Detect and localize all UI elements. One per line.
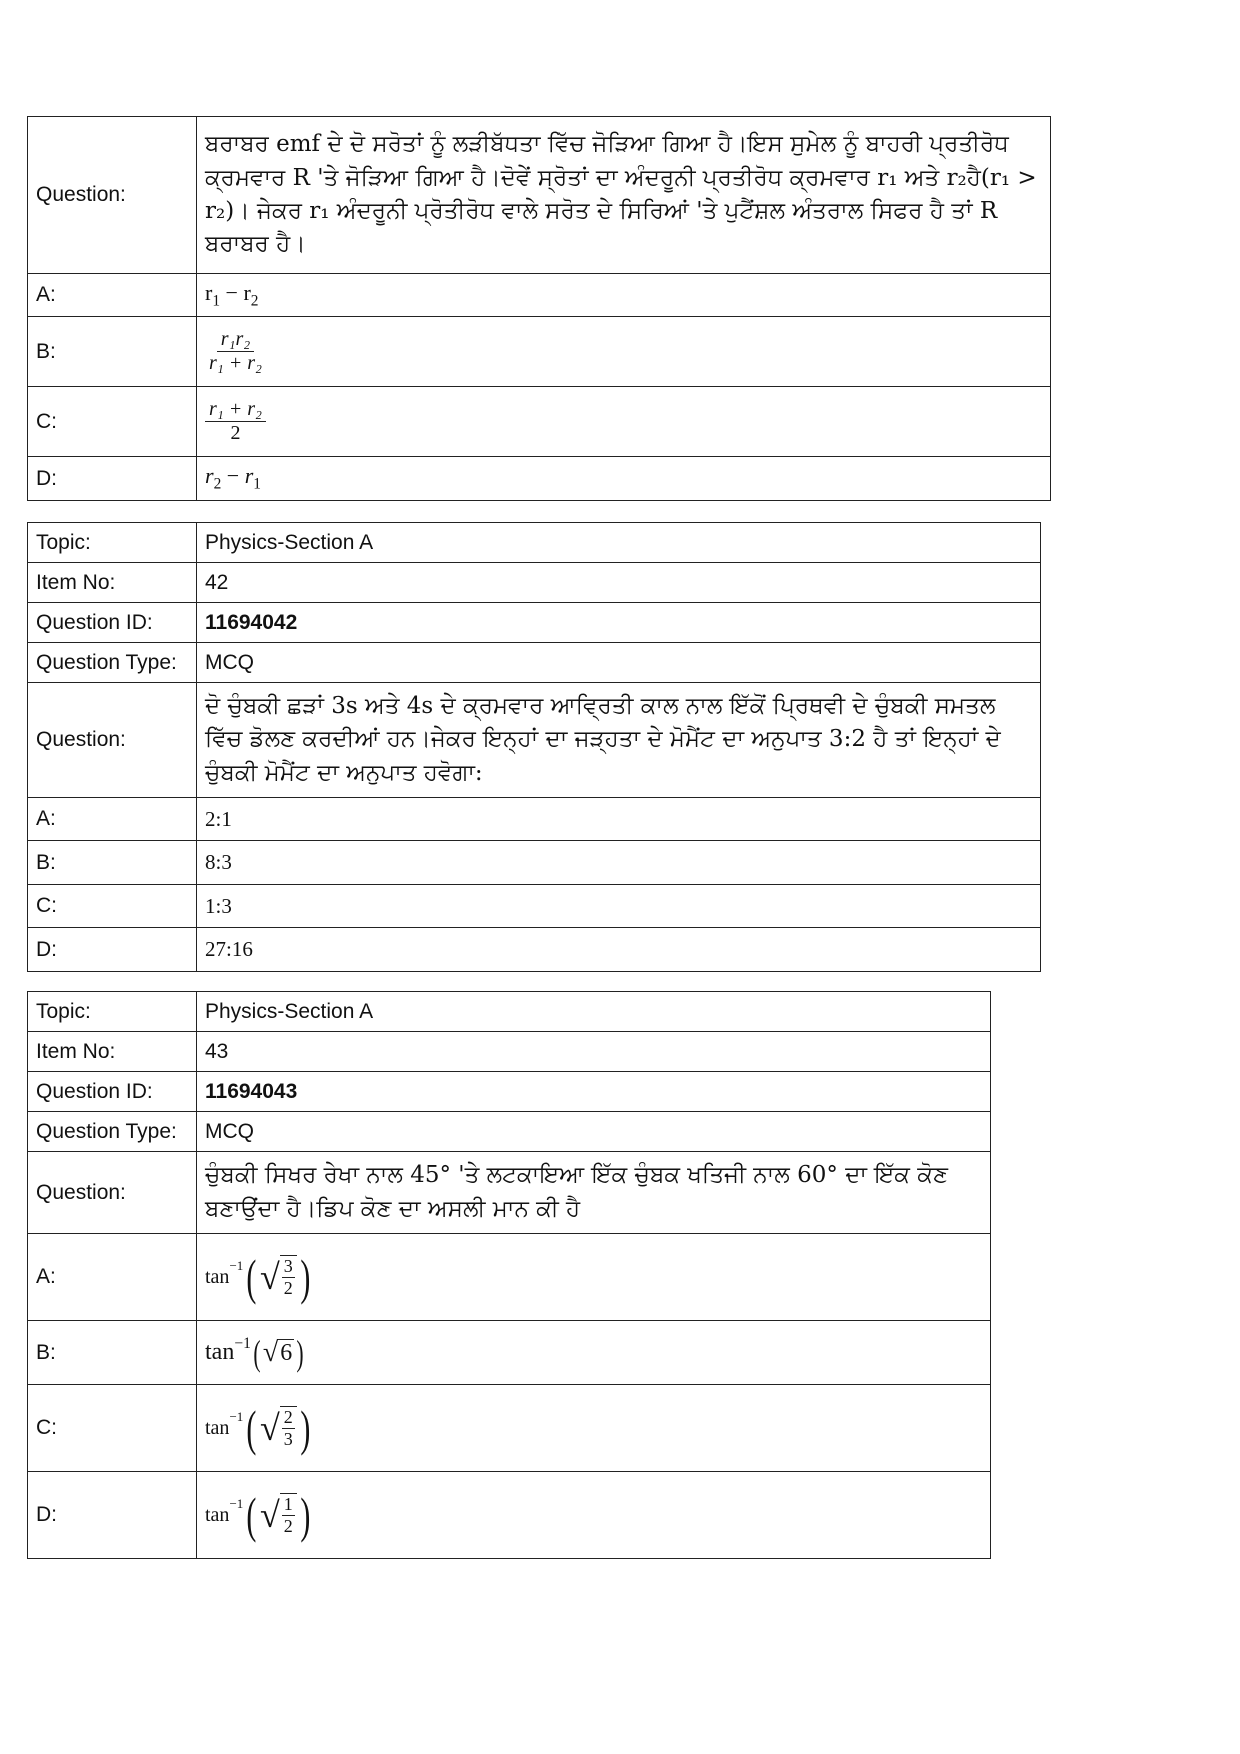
- question-label: Question:: [28, 683, 197, 798]
- option-c-value: [197, 387, 1051, 457]
- option-a-label: A:: [28, 1234, 197, 1321]
- question-42-table: [27, 522, 1041, 972]
- option-a-value: tan $^{-1}$ ( √ 3 2 ): [197, 1234, 991, 1321]
- option-a-label: A:: [28, 798, 197, 841]
- item-no-label: Item No:: [28, 563, 197, 603]
- topic-label: Topic:: [28, 523, 197, 563]
- option-c-value: 1:3: [197, 884, 1041, 927]
- option-c-label: C:: [28, 387, 197, 457]
- question-type-value: MCQ: [197, 1112, 991, 1152]
- option-a-label: A:: [28, 274, 197, 317]
- option-d-label: D:: [28, 1472, 197, 1559]
- item-no-value: 42: [197, 563, 1041, 603]
- option-b-value: 8:3: [197, 841, 1041, 884]
- option-d-label: D:: [28, 928, 197, 971]
- question-id-value: 11694042: [197, 603, 1041, 643]
- option-b-label: B:: [28, 841, 197, 884]
- option-b-label: B:: [28, 1321, 197, 1385]
- topic-value: Physics-Section A: [197, 523, 1041, 563]
- question-type-value: MCQ: [197, 643, 1041, 683]
- question-41-table: [27, 116, 1051, 501]
- question-text: ਚੁੰਬਕੀ ਸਿਖਰ ਰੇਖਾ ਨਾਲ 45° 'ਤੇ ਲਟਕਾਇਆ ਇੱਕ ਚੁੰਬਕ ਖਤਿਜੀ ਨਾਲ 60° ਦਾ ਇੱਕ ਕੋਣ ਬਣਾਉਂਦਾ ਹੈ।ਡਿਪ ਕੋਣ ਦਾ ਅਸਲੀ ਮਾਨ ਕੀ ਹੈ: [197, 1152, 991, 1234]
- topic-value: Physics-Section A: [197, 992, 991, 1032]
- question-label: Question:: [28, 1152, 197, 1234]
- fraction: $\frac{\text{r₁r₂}}{\text{r₁ + r₂}}$: [209, 328, 262, 375]
- question-type-label: Question Type:: [28, 1112, 197, 1152]
- fraction: $\frac{\text{r₁ + r₂}}{2}$: [205, 398, 266, 445]
- topic-label: Topic:: [28, 992, 197, 1032]
- question-text: ਬਰਾਬਰ emf ਦੇ ਦੋ ਸਰੋਤਾਂ ਨੂੰ ਲੜੀਬੱਧਤਾ ਵਿੱਚ ਜੋੜਿਆ ਗਿਆ ਹੈ।ਇਸ ਸੁਮੇਲ ਨੂੰ ਬਾਹਰੀ ਪ੍ਰਤੀਰੋਧ ਕ੍ਰਮਵਾਰ R 'ਤੇ ਜੋੜਿਆ ਗਿਆ ਹੈ।ਦੋਵੇਂ ਸ੍ਰੋਤਾਂ ਦਾ ਅੰਦਰੂਨੀ ਪ੍ਰਤੀਰੋਧ ਕ੍ਰਮਵਾਰ r₁ ਅਤੇ r₂ਹੈ(r₁ > r₂)। ਜੇਕਰ r₁ ਅੰਦਰੂਨੀ ਪ੍ਰੋਤੀਰੋਧ ਵਾਲੇ ਸਰੋਤ ਦੇ ਸਿਰਿਆਂ 'ਤੇ ਪੁਟੈਂਸ਼ਲ ਅੰਤਰਾਲ ਸਿਫਰ ਹੈ ਤਾਂ R ਬਰਾਬਰ ਹੈ।: [197, 117, 1051, 274]
- question-type-label: Question Type:: [28, 643, 197, 683]
- item-no-value: 43: [197, 1032, 991, 1072]
- question-id-label: Question ID:: [28, 1072, 197, 1112]
- question-label: Question:: [28, 117, 197, 274]
- option-c-value: tan $^{-1}$ ( √ 2 3 ): [197, 1385, 991, 1472]
- item-no-label: Item No:: [28, 1032, 197, 1072]
- option-a-value: $r_1 - r_2$: [197, 274, 1051, 317]
- option-b-label: B:: [28, 317, 197, 387]
- option-a-value: 2:1: [197, 798, 1041, 841]
- question-43-table: [27, 991, 991, 1559]
- option-d-label: D:: [28, 457, 197, 500]
- option-b-value: tan $^{-1}$ ( √ 6 ): [197, 1321, 991, 1385]
- option-c-label: C:: [28, 884, 197, 927]
- option-d-value: tan $^{-1}$ ( √ 1 2 ): [197, 1472, 991, 1559]
- question-id-label: Question ID:: [28, 603, 197, 643]
- question-text: ਦੋ ਚੁੰਬਕੀ ਛੜਾਂ 3s ਅਤੇ 4s ਦੇ ਕ੍ਰਮਵਾਰ ਆਵ੍ਰਿਤੀ ਕਾਲ ਨਾਲ ਇੱਕੋਂ ਪ੍ਰਿਥਵੀ ਦੇ ਚੁੰਬਕੀ ਸਮਤਲ ਵਿੱਚ ਡੋਲਣ ਕਰਦੀਆਂ ਹਨ।ਜੇਕਰ ਇਨ੍ਹਾਂ ਦਾ ਜੜ੍ਹਤਾ ਦੇ ਮੋਮੈਂਟ ਦਾ ਅਨੁਪਾਤ 3:2 ਹੈ ਤਾਂ ਇਨ੍ਹਾਂ ਦੇ ਚੁੰਬਕੀ ਮੋਮੈਂਟ ਦਾ ਅਨੁਪਾਤ ਹਵੋਗਾ:: [197, 683, 1041, 798]
- question-id-value: 11694043: [197, 1072, 991, 1112]
- option-c-label: C:: [28, 1385, 197, 1472]
- option-b-value: [197, 317, 1051, 387]
- option-d-value: $r_2 - r_1$: [197, 457, 1051, 500]
- option-d-value: 27:16: [197, 928, 1041, 971]
